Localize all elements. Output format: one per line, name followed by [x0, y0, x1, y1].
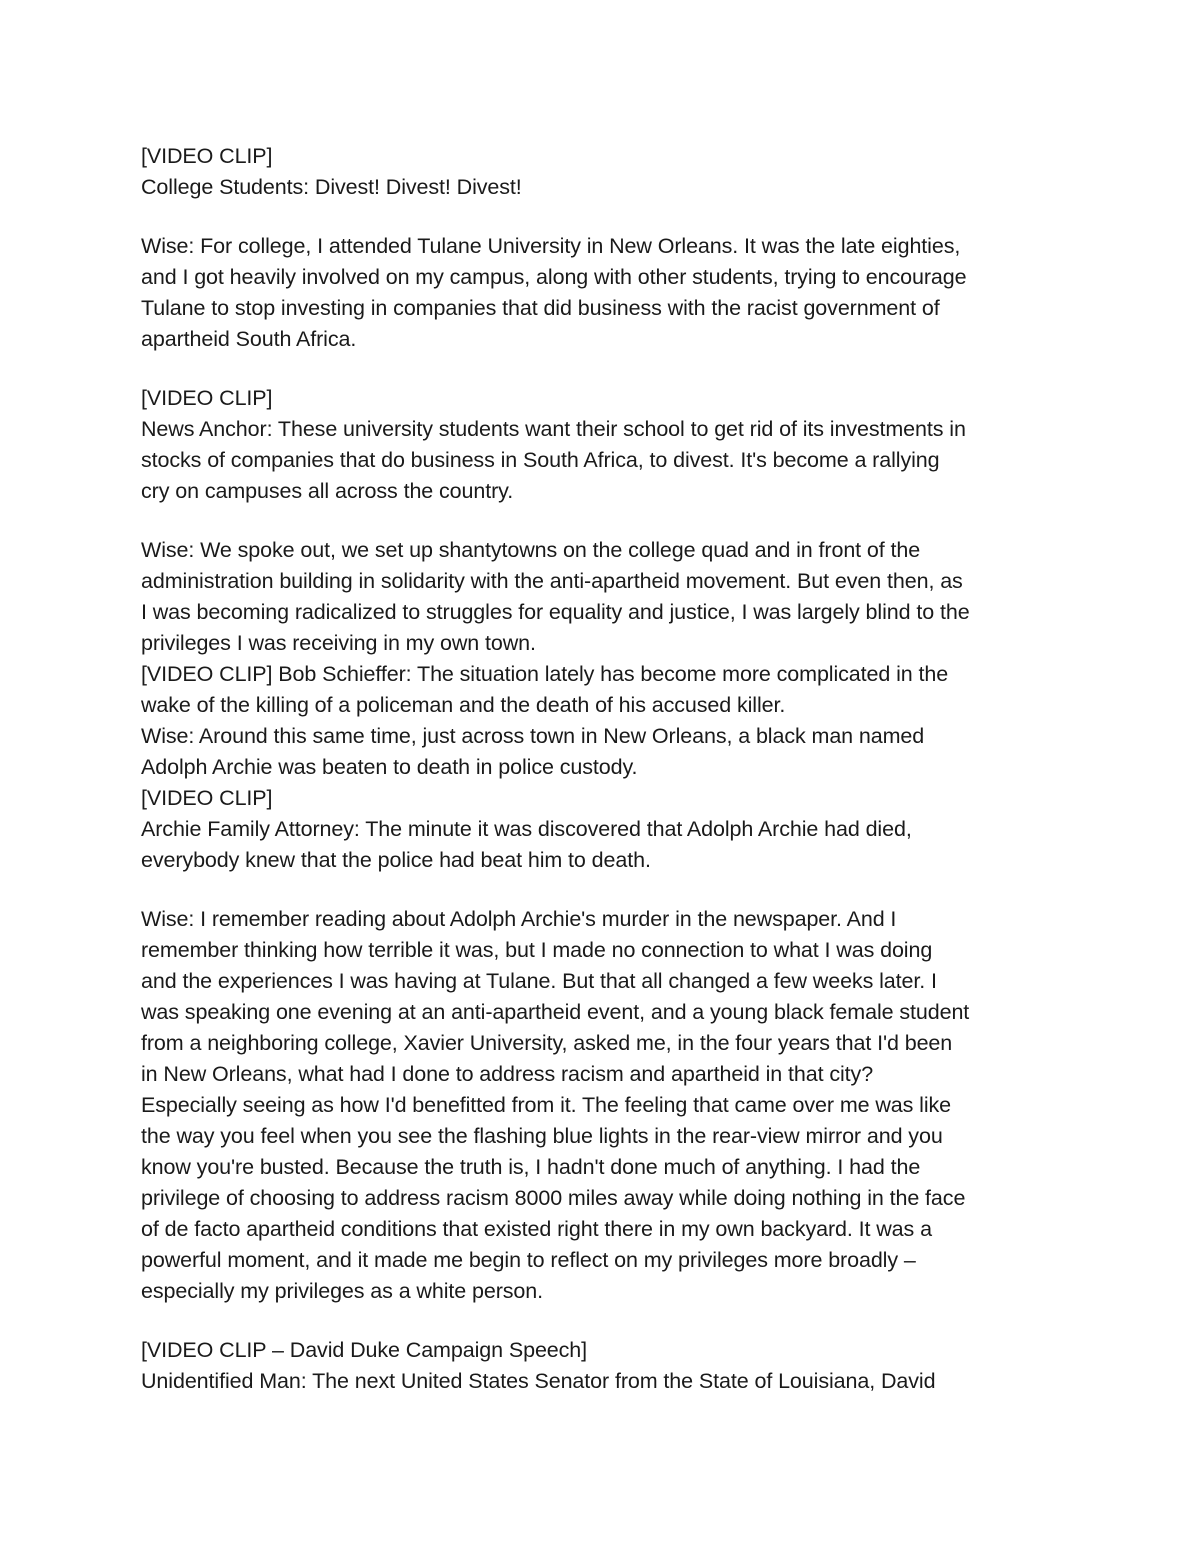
- document-page: [141, 141, 1081, 1397]
- text-line: Wise: For college, I attended Tulane University in New Orleans. It was the late eighties,: [141, 234, 961, 258]
- text-line: [VIDEO CLIP – David Duke Campaign Speech]: [141, 1338, 588, 1362]
- text-line: Wise: We spoke out, we set up shantytowns on the college quad and in front of the: [141, 538, 921, 562]
- text-line: from a neighboring college, Xavier University, asked me, in the four years that I'd been: [141, 1031, 953, 1055]
- text-line: News Anchor: These university students want their school to get rid of its investments in: [141, 417, 966, 441]
- text-line: privilege of choosing to address racism 8000 miles away while doing nothing in the face: [141, 1186, 966, 1210]
- text-line: administration building in solidarity with the anti-apartheid movement. But even then, as: [141, 569, 963, 593]
- text-line: was speaking one evening at an anti-apartheid event, and a young black female student: [141, 1000, 970, 1024]
- text-line: cry on campuses all across the country.: [141, 479, 514, 503]
- text-line: Adolph Archie was beaten to death in police custody.: [141, 755, 638, 779]
- paragraph: [141, 383, 1081, 507]
- text-line: and I got heavily involved on my campus, along with other students, trying to encourage: [141, 265, 967, 289]
- text-line: know you're busted. Because the truth is, I hadn't done much of anything. I had the: [141, 1155, 921, 1179]
- text-line: the way you feel when you see the flashing blue lights in the rear-view mirror and you: [141, 1124, 943, 1148]
- paragraph: [141, 535, 1081, 876]
- text-line: remember thinking how terrible it was, but I made no connection to what I was doing: [141, 938, 933, 962]
- paragraph: [141, 231, 1081, 355]
- text-line: Wise: Around this same time, just across town in New Orleans, a black man named: [141, 724, 925, 748]
- text-line: in New Orleans, what had I done to address racism and apartheid in that city?: [141, 1062, 874, 1086]
- text-line: Wise: I remember reading about Adolph Archie's murder in the newspaper. And I: [141, 907, 897, 931]
- paragraph: [141, 1335, 1081, 1397]
- text-line: College Students: Divest! Divest! Divest!: [141, 175, 522, 199]
- text-line: Especially seeing as how I'd benefitted from it. The feeling that came over me was like: [141, 1093, 952, 1117]
- text-line: powerful moment, and it made me begin to reflect on my privileges more broadly –: [141, 1248, 916, 1272]
- text-line: stocks of companies that do business in South Africa, to divest. It's become a rallying: [141, 448, 940, 472]
- text-line: [VIDEO CLIP] Bob Schieffer: The situation lately has become more complicated in the: [141, 662, 949, 686]
- paragraph: [141, 904, 1081, 1307]
- text-line: Archie Family Attorney: The minute it was discovered that Adolph Archie had died,: [141, 817, 912, 841]
- text-line: especially my privileges as a white person.: [141, 1279, 543, 1303]
- text-line: of de facto apartheid conditions that existed right there in my own backyard. It was a: [141, 1217, 932, 1241]
- text-line: everybody knew that the police had beat him to death.: [141, 848, 651, 872]
- text-line: Tulane to stop investing in companies that did business with the racist government of: [141, 296, 940, 320]
- text-line: [VIDEO CLIP]: [141, 144, 273, 168]
- text-line: Unidentified Man: The next United States Senator from the State of Louisiana, David: [141, 1369, 936, 1393]
- text-line: I was becoming radicalized to struggles for equality and justice, I was largely blind to the: [141, 600, 970, 624]
- paragraph: [141, 141, 1081, 203]
- text-line: wake of the killing of a policeman and the death of his accused killer.: [141, 693, 786, 717]
- text-line: apartheid South Africa.: [141, 327, 357, 351]
- text-line: privileges I was receiving in my own town.: [141, 631, 536, 655]
- text-line: and the experiences I was having at Tulane. But that all changed a few weeks later. I: [141, 969, 937, 993]
- text-line: [VIDEO CLIP]: [141, 386, 273, 410]
- text-line: [VIDEO CLIP]: [141, 786, 273, 810]
